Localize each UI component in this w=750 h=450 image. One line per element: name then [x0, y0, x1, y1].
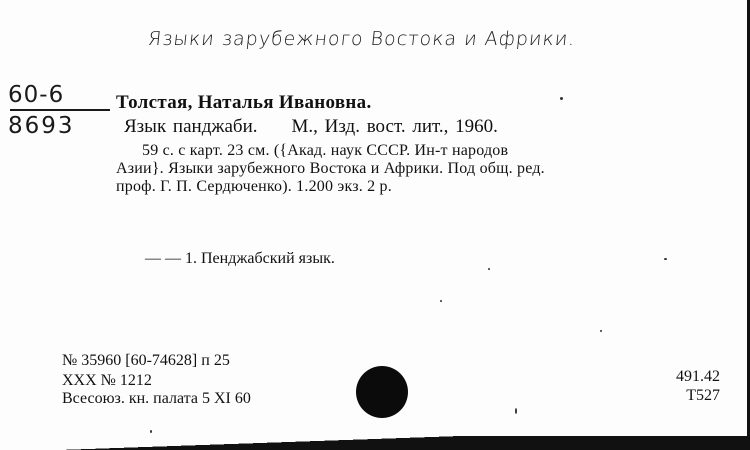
dust-speck [515, 408, 517, 414]
title-line [124, 116, 498, 138]
dust-speck [150, 430, 152, 433]
call-number-bottom: 8693 [8, 113, 75, 139]
description-line-1: 59 с. с карт. 23 см. ({Акад. наук СССР. Ин-т народов [142, 142, 509, 159]
author-name: Толстая, Наталья Ивановна. [116, 92, 372, 113]
call-number-top: 60-6 [8, 82, 65, 108]
imprint: М., Изд. вост. лит., 1960. [291, 116, 498, 137]
author-mark: T527 [686, 387, 720, 404]
punch-hole [356, 366, 408, 418]
footer-left-line-1: № 35960 [60-74628] п 25 [62, 352, 230, 369]
dust-speck [488, 268, 490, 270]
book-title: Язык панджаби. [124, 116, 258, 137]
classification-number: 491.42 [676, 368, 720, 385]
call-number-rule [10, 109, 110, 111]
handwritten-heading: Языки зарубежного Востока и Африки. [146, 28, 577, 50]
dust-speck [440, 300, 442, 302]
call-number [8, 82, 110, 139]
card-bottom-shadow [0, 436, 750, 450]
dust-speck [560, 97, 563, 100]
description-line-3: проф. Г. П. Сердюченко). 1.200 экз. 2 р. [116, 178, 392, 195]
dust-speck [600, 330, 602, 332]
footer-left-line-2: XXX № 1212 [62, 372, 152, 389]
description-line-2: Азии}. Языки зарубежного Востока и Африки. Под общ. ред. [116, 160, 545, 177]
subject-heading: — — 1. Пенджабский язык. [145, 250, 335, 267]
dust-speck [664, 258, 667, 260]
footer-left-line-3: Всесоюз. кн. палата 5 XI 60 [62, 390, 251, 407]
